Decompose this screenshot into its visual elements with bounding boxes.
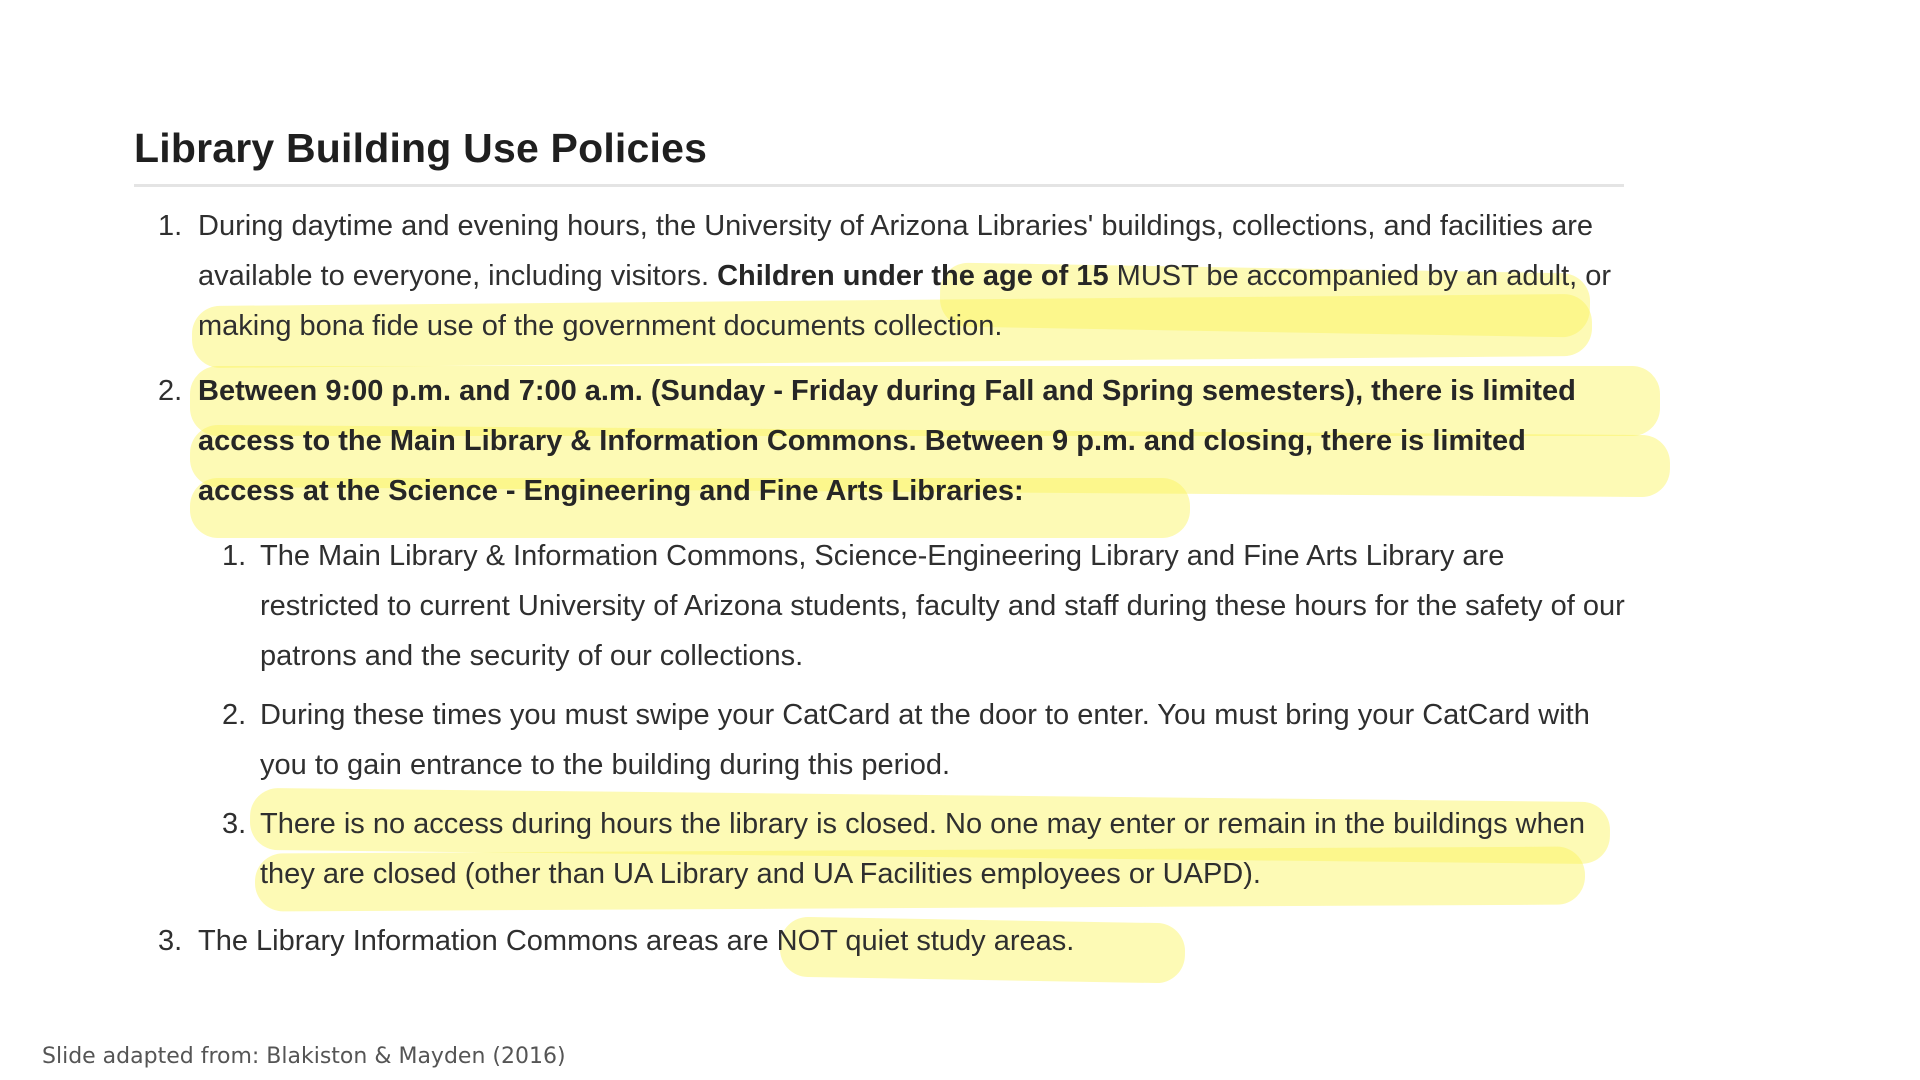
list-item-text: During these times you must swipe your CatCard at the door to enter. You must bring your CatCard with you to gain entrance to the building during this period. bbox=[260, 699, 1590, 781]
list-number: 1. bbox=[222, 540, 247, 572]
policy-document bbox=[134, 125, 1634, 966]
list-item bbox=[134, 916, 1634, 966]
sub-list-item bbox=[134, 690, 1634, 790]
title-divider bbox=[134, 184, 1624, 187]
list-number: 2. bbox=[222, 699, 247, 731]
list-item bbox=[134, 366, 1634, 516]
bold-text: Children under the age of 15 bbox=[717, 260, 1109, 292]
list-number: 3. bbox=[158, 925, 183, 957]
list-item bbox=[134, 201, 1634, 351]
sub-list-item bbox=[134, 531, 1634, 681]
list-item-text: During daytime and evening hours, the University of Arizona Libraries' buildings, collections, and facilities are available to everyone, including visitors. Children under the age of 15 MUST be accompanied by an adult, or making bona fide use of the government documents collection. bbox=[198, 210, 1612, 342]
page-title: Library Building Use Policies bbox=[134, 125, 708, 171]
bold-text: Between 9:00 p.m. and 7:00 a.m. (Sunday - Friday during Fall and Spring semesters), there is limited access to the Main Library & Information Commons. Between 9 p.m. and closing, there is limited access at the Science - Engineering and Fine Arts Libraries: bbox=[198, 375, 1576, 507]
list-number: 2. bbox=[158, 375, 183, 407]
list-number: 1. bbox=[158, 210, 183, 242]
sub-list-item bbox=[134, 799, 1634, 899]
slide-credit: Slide adapted from: Blakiston & Mayden (2016) bbox=[42, 1044, 566, 1069]
list-item-text: The Library Information Commons areas are NOT quiet study areas. bbox=[198, 925, 1075, 957]
list-item-text bbox=[198, 366, 1618, 516]
list-item-text: There is no access during hours the library is closed. No one may enter or remain in the buildings when they are closed (other than UA Library and UA Facilities employees or UAPD). bbox=[260, 808, 1586, 890]
list-item-text: The Main Library & Information Commons, Science-Engineering Library and Fine Arts Library are restricted to current University of Arizona students, faculty and staff during these hours for the safety of our patrons and the security of our collections. bbox=[260, 540, 1625, 672]
list-number: 3. bbox=[222, 808, 247, 840]
